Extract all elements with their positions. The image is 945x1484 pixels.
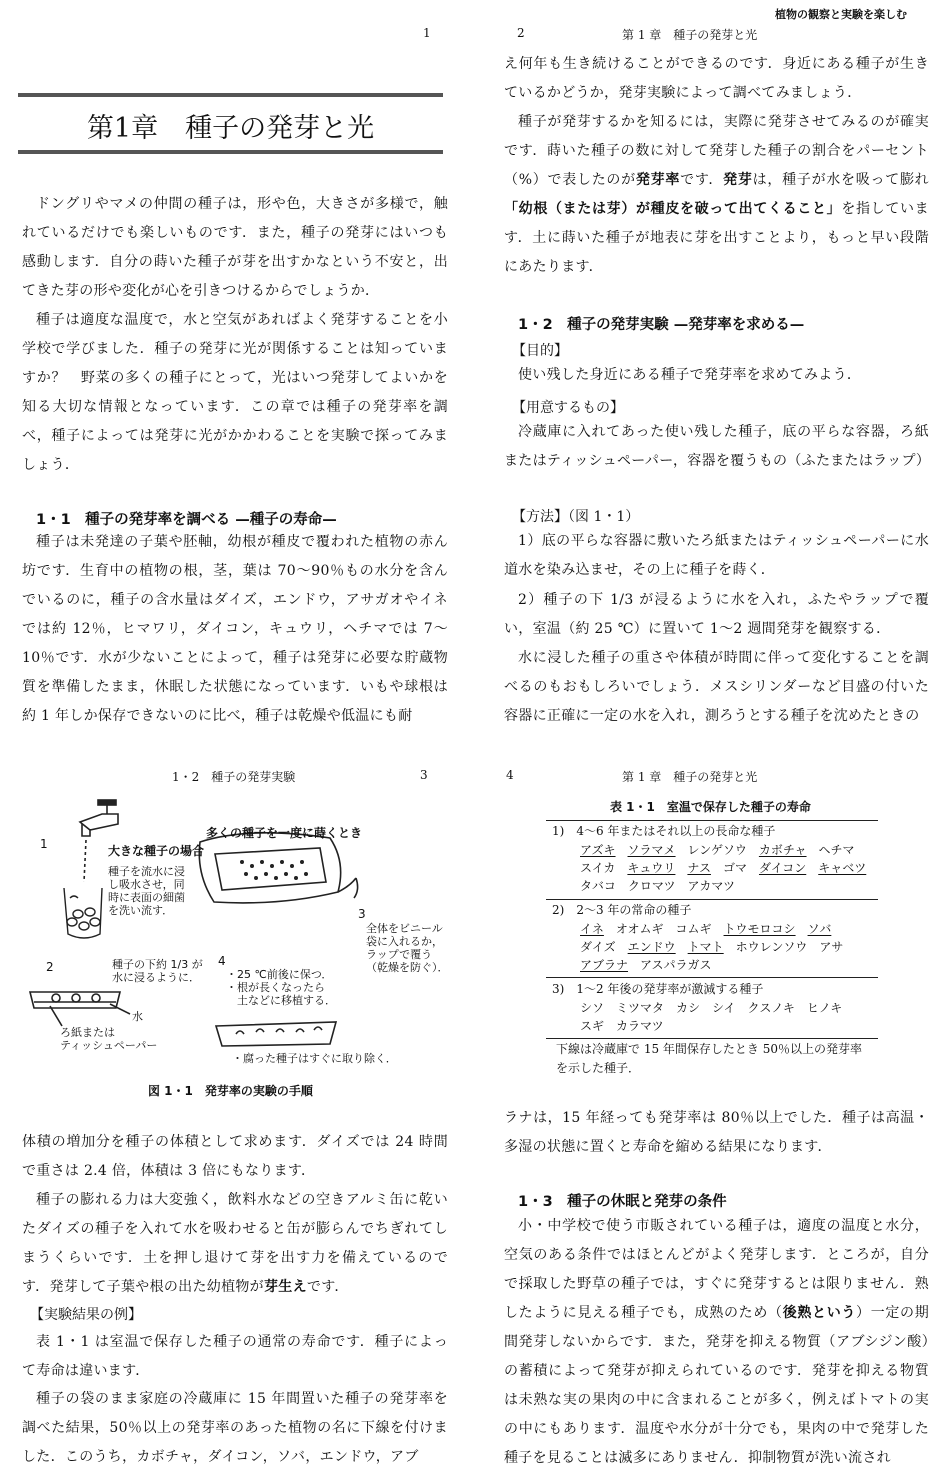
term-seedling: 芽生え (263, 1279, 307, 1295)
section-heading-1-2: 1・2 種子の発芽実験 —発芽率を求める— (518, 317, 805, 333)
text-span: です． (680, 172, 724, 188)
text-span: です． (306, 1279, 349, 1295)
table-row-1-line-2 (580, 859, 878, 878)
plant-name: アスパラガス (640, 958, 712, 972)
method-label: 【方法】（図 1・1） (512, 509, 640, 525)
purpose-text: 使い残した身近にある種子で発芽率を求めてみよう． (518, 367, 862, 383)
plant-name: ヘチマ (818, 843, 855, 857)
big-seed-text: 種子を流水に浸 し吸水させ，同 時に表面の細菌 を洗い流す． (108, 865, 185, 917)
plant-name: ヒノキ (806, 1001, 843, 1015)
text-span: ）一定の期間発芽しないからです．また，発芽を抑える物質（アブシジン酸）の蓄積によって発芽が抑えられているのです．発芽を抑える物質は未熟な実の果肉の中に含まれることが多く，例えばトマトの実の中にもあります．温度や水分が十分でも，果肉の中で発芽した種子を見ることは滅多にありません．抑制物質が洗い流され (504, 1305, 930, 1466)
page-number: 3 (420, 768, 428, 782)
step-number-3: 3 (358, 907, 366, 921)
chapter-title: 第1章 種子の発芽と光 (86, 113, 375, 144)
result-label: 【実験結果の例】 (30, 1307, 142, 1323)
step-number-2: 2 (46, 960, 54, 974)
step-3-text: 全体をビニール 袋に入れるか， ラップで覆う （乾燥を防ぐ）． (366, 922, 449, 974)
purpose-label: 【目的】 (512, 343, 568, 359)
paragraph-last: 水に浸した種子の重さや体積が時間に伴って変化することを調べるのもおもしろいでしょう．メスシリンダーなど目盛の付いた容器に正確に一定の水を入れ，測ろうとする種子を沈めたときの (504, 650, 929, 724)
plant-name-underlined: キュウリ (627, 861, 676, 875)
plant-name: レンゲソウ (687, 843, 747, 857)
term-germination-rate: 発芽率 (635, 172, 681, 188)
plant-name: クスノキ (747, 1001, 795, 1015)
table-rule (546, 977, 878, 978)
section-paragraph: 種子は未発達の子葉や胚軸，幼根が種皮で覆われた植物の赤ん坊です．生育中の植物の根，茎，葉は 70〜90％もの水分を含んでいるのに，種子の含水量はダイズ，エンドウ，アサガオやイネでは約 12％，ヒマワリ，ダイコン，キュウリ，ヘチマでは 7〜10％です．水が少ないことによって，種子は発芽に必要な貯蔵物質を準備したまま，休眠した状態になっています．いもや球根は約 1 年しか保存できないのに比べ，種子は乾燥や低温にも耐 (22, 534, 448, 724)
plant-name: ダイズ (580, 940, 616, 954)
plant-name: タバコ (580, 879, 616, 893)
table-row-1-line-3 (580, 877, 747, 896)
table-row-3-line-1 (580, 999, 854, 1018)
big-seed-title: 大きな種子の場合 (108, 844, 205, 858)
running-head: 第 1 章 種子の発芽と光 (622, 770, 758, 784)
page-number: 1 (423, 26, 431, 40)
method-step-2: 2）種子の下 1/3 が浸るように水を入れ，ふたやラップで覆い，室温（約 25 ℃）に置いて 1〜2 週間発芽を観察する． (504, 592, 929, 637)
text-span: を指しています．土に蒔いた種子が地表に芽を出すことより，もっと早い段階にあたります． (504, 201, 929, 275)
beaker-icon (64, 888, 102, 938)
plant-name: カラマツ (616, 1019, 664, 1033)
petri-tray-icon (30, 992, 130, 1026)
paragraph-2 (504, 1212, 929, 1473)
seedling-tray-icon (216, 1022, 336, 1046)
chapter-rule-bottom (18, 150, 443, 154)
chapter-rule-top (18, 93, 443, 97)
table-rule-bottom (546, 1038, 878, 1039)
text-span: は，種子が水を吸って膨れ (752, 172, 929, 188)
table-rule (546, 899, 878, 900)
plant-name-underlined: ナス (687, 861, 711, 875)
plant-name: オオムギ (615, 922, 664, 936)
page-4 (472, 742, 945, 1484)
figure-caption: 図 1・1 発芽率の実験の手順 (148, 1084, 313, 1098)
text-span: 種子の膨れる力は大変強く，飲料水などの空きアルミ缶に乾いたダイズの種子を入れて水を吸わせると缶が膨らんでちぎれてしまうくらいです．土を押し退けて芽を出す力を備えているのです．発芽して子葉や根の出た幼植物が (22, 1192, 448, 1295)
plant-name-underlined: アズキ (580, 843, 616, 857)
materials-label: 【用意するもの】 (512, 400, 624, 416)
table-caption: 表 1・1 室温で保存した種子の寿命 (610, 800, 811, 814)
many-seed-title: 多くの種子を一度に蒔くとき (206, 826, 363, 840)
page-1 (0, 0, 472, 742)
paragraph-4: 種子の袋のまま家庭の冷蔵庫に 15 年間置いた種子の発芽率を調べた結果，50％以上の発芽率のあった植物の名に下線を付けました．このうち，カボチャ，ダイコン，ソバ，エンドウ，アブ (22, 1391, 448, 1465)
table-row-1-line-1 (580, 841, 867, 860)
table-row-2-line-2 (580, 938, 855, 957)
table-row-3-head: 3) 1〜2 年後の発芽率が激減する種子 (552, 982, 764, 996)
table-row-2-line-1 (580, 920, 843, 939)
table-row-2-line-3 (580, 956, 724, 975)
rotten-seed-text: ・腐った種子はすぐに取り除く． (232, 1052, 397, 1065)
step-number-1: 1 (40, 837, 48, 851)
section-heading-1-1: 1・1 種子の発芽率を調べる —種子の寿命— (36, 512, 337, 528)
table-row-1-head: 1) 4〜6 年またはそれ以上の長命な種子 (552, 824, 776, 838)
plant-name: カシ (676, 1001, 701, 1015)
plant-name-underlined: アブラナ (580, 958, 629, 972)
plant-name-underlined: トウモロコシ (723, 922, 796, 936)
plant-name: アカマツ (687, 879, 736, 893)
paragraph-2 (504, 108, 929, 282)
book-header: 植物の観察と実験を楽しむ (775, 8, 907, 21)
definition-bold: 「幼根（または芽）が種皮を破って出てくること」 (504, 201, 842, 217)
plant-name-underlined: イネ (580, 922, 604, 936)
plant-name: スイカ (580, 861, 616, 875)
plant-name: コムギ (675, 922, 712, 936)
plant-name: ホウレンソウ (735, 940, 808, 954)
text-span: 種子が発芽するかを知るには，実際に発芽させてみるのが確実です．蒔いた種子の数に対して発芽した種子の割合をパーセント（%）で表したのが (504, 114, 929, 188)
plant-name: アサ (819, 940, 844, 954)
plant-name-underlined: ダイコン (758, 861, 807, 875)
plant-name-underlined: エンドウ (627, 940, 676, 954)
paragraph-1: え何年も生き続けることができるのです．身近にある種子が生きているかどうか，発芽実験によって調べてみましょう． (504, 56, 929, 101)
paragraph-1: ラナは，15 年経っても発芽率は 80％以上でした．種子は高温・多湿の状態に置くと寿命を縮める結果になります． (504, 1110, 929, 1155)
paragraph-3: 表 1・1 は室温で保存した種子の通常の寿命です．種子によって寿命は違います． (22, 1334, 448, 1379)
running-head: 第 1 章 種子の発芽と光 (622, 28, 758, 42)
plant-name-underlined: ソバ (807, 922, 832, 936)
plant-name-underlined: ソラマメ (627, 843, 676, 857)
paragraph-1: 体積の増加分を種子の体積として求めます．ダイズでは 24 時間で重さは 2.4 倍，体積は 3 倍にもなります． (22, 1134, 448, 1179)
plant-name-underlined: トマト (687, 940, 724, 954)
step-number-4: 4 (218, 954, 226, 968)
step-4-text: ・25 ℃前後に保つ． ・根が長くなったら 土などに移植する． (226, 968, 336, 1007)
page-number: 2 (517, 26, 525, 40)
plant-name: ゴマ (722, 861, 747, 875)
page-3 (0, 742, 472, 1484)
plant-name: シソ (580, 1001, 605, 1015)
plant-name: スギ (580, 1019, 605, 1033)
tray-in-bag-icon (199, 833, 357, 903)
plant-name: クロマツ (627, 879, 676, 893)
plant-name-underlined: キャベツ (818, 861, 867, 875)
term-germination: 発芽 (723, 172, 753, 188)
running-head: 1・2 種子の発芽実験 (172, 770, 296, 784)
intro-paragraph-1: ドングリやマメの仲間の種子は，形や色，大きさが多様で，触れているだけでも楽しいものです．また，種子の発芽にはいつも感動します．自分の蒔いた種子が芽を出すかなという不安と，出てきた芽の形や変化が心を引きつけるからでしょうか． (22, 196, 448, 299)
table-note: 下線は冷蔵庫で 15 年間保存したとき 50％以上の発芽率を示した種子． (556, 1042, 862, 1075)
term-after-ripening: 後熟という (782, 1305, 857, 1321)
page-2 (472, 0, 945, 742)
plant-name: ミツマタ (616, 1001, 665, 1015)
method-step-1: 1）底の平らな容器に敷いたろ紙またはティッシュペーパーに水道水を染み込ませ，その上に種子を蒔く． (504, 533, 929, 578)
text-span: 小・中学校で使う市販されている種子は，適度の温度と水分，空気のある条件ではほとんどがよく発芽します．ところが，自分で採取した野草の種子では，すぐに発芽するとは限りません．熟したように見える種子でも，成熟のため（ (504, 1218, 929, 1321)
table-row-3-line-2 (580, 1017, 676, 1036)
materials-text: 冷蔵庫に入れてあった使い残した種子，底の平らな容器，ろ紙またはティッシュペーパー，容器を覆うもの（ふたまたはラップ） (504, 424, 931, 469)
table-rule-top (546, 820, 878, 821)
filter-paper-label: ろ紙または ティッシュペーパー (60, 1026, 158, 1052)
step-2-text: 種子の下約 1/3 が 水に浸るように． (112, 958, 203, 984)
table-row-2-head: 2) 2〜3 年の常命の種子 (552, 903, 692, 917)
page-number: 4 (506, 768, 514, 782)
water-label: 水 (132, 1010, 143, 1023)
intro-paragraph-2: 種子は適度な温度で，水と空気があればよく発芽することを小学校で学びました．種子の発芽に光が関係することは知っていますか？ 野菜の多くの種子にとって，光はいつ発芽してよいかを知る大切な情報となっています．この章では種子の発芽率を調べ，種子によっては発芽に光がかかわることを実験で探ってみましょう． (22, 312, 448, 473)
plant-name: シイ (712, 1001, 736, 1015)
paragraph-2 (22, 1186, 448, 1302)
section-heading-1-3: 1・3 種子の休眠と発芽の条件 (518, 1194, 727, 1210)
plant-name-underlined: カボチャ (758, 843, 807, 857)
